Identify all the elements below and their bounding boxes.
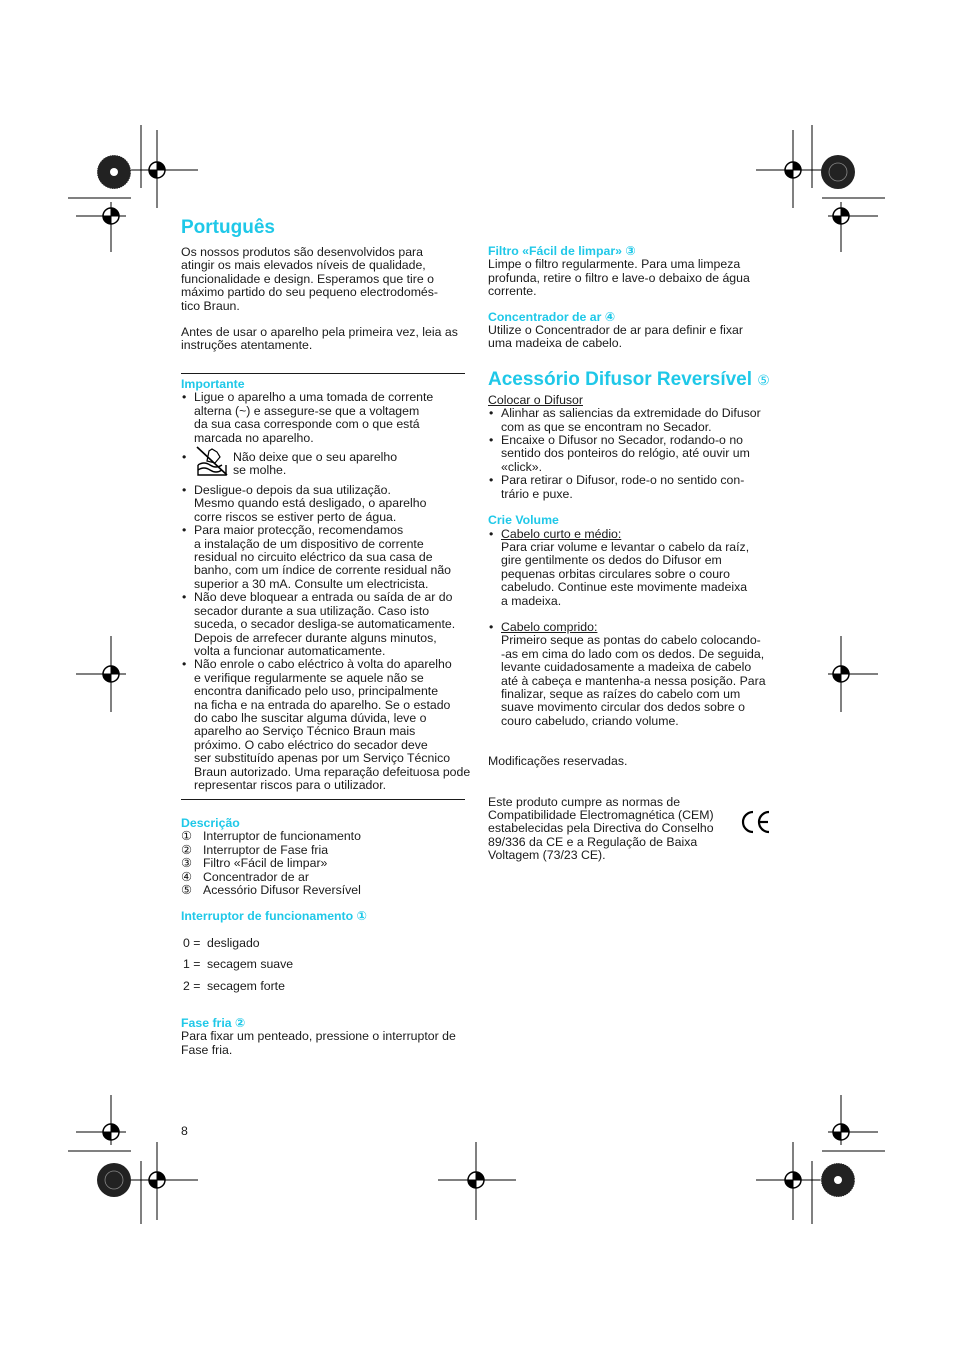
bullet: • — [182, 590, 187, 605]
text-line: até à cabeça e mantenha-a nessa posição. Para — [501, 673, 766, 688]
list-item-line: residual no circuito eléctrico da sua casa de — [194, 550, 433, 565]
text-line: corrente. — [488, 284, 537, 299]
item-number: ② — [181, 842, 193, 857]
bullet: • — [182, 390, 187, 405]
text-line: suave movimento circular dos dedos sobre o — [501, 700, 746, 715]
intro-text-2 — [181, 326, 471, 353]
text-line: instruções atentamente. — [181, 338, 313, 353]
list-item-line: Não deve bloquear a entrada ou saída de ar do — [194, 590, 453, 605]
text-line: cabeludo. Continue este movimente madeixa — [501, 580, 748, 595]
text-line: Primeiro seque as pontas do cabelo colocando- — [501, 633, 761, 648]
text-line: Utilize o Concentrador de ar para definir e fixar — [488, 323, 743, 338]
list-item-line: suceda, o secador desliga-se automaticamente. — [194, 617, 456, 632]
page-title: Português — [181, 217, 275, 238]
switch-setting — [181, 958, 471, 971]
text-line: finalizar, seque as raízes do cabelo com um — [501, 686, 741, 701]
text-line: Fase fria. — [181, 1042, 233, 1057]
description-list — [181, 830, 471, 897]
list-item-line: Encaixe o Difusor no Secador, rodando-o no — [501, 433, 743, 448]
list-item-line: Não enrole o cabo eléctrico à volta do aparelho — [194, 657, 452, 672]
list-item — [181, 391, 471, 445]
text-line: estabelecidas pela Directiva do Conselho — [488, 821, 714, 836]
list-item-line: na ficha e na entrada do aparelho. Se o estado — [194, 697, 451, 712]
text-line: Voltagem (73/23 CE). — [488, 848, 606, 863]
no-water-hand-icon — [195, 445, 229, 477]
bullet: • — [182, 450, 187, 465]
text-line: uma madeixa de cabelo. — [488, 336, 622, 351]
left-column — [181, 217, 471, 353]
short-hair-item: • Cabelo curto e médio: Para criar volume e levantar o cabelo da raíz, gire gentilmente os dedos do Difusor em pequenas orbitas circulares sobre o couro cabeludo. Continue este movimente madeixa a madeixa. — [488, 528, 788, 608]
item-label: Filtro «Fácil de limpar» — [203, 856, 328, 871]
bullet: • — [489, 473, 494, 488]
switch-setting — [181, 937, 471, 950]
text-line: máximo partido do seu pequeno electrodomés- — [181, 285, 439, 300]
description-item — [181, 857, 471, 870]
text-line: tico Braun. — [181, 298, 240, 313]
description-heading: Descrição — [181, 816, 240, 830]
list-item-line: encontra danificado pelo uso, principalmente — [194, 684, 439, 699]
important-list-2 — [181, 484, 471, 792]
bullet: • — [182, 657, 187, 672]
cool-text — [181, 1030, 471, 1057]
list-item-line: volta a funcionar automaticamente. — [194, 643, 386, 658]
list-item — [181, 658, 471, 792]
bullet: • — [182, 483, 187, 498]
concentrator-heading: Concentrador de ar ④ — [488, 309, 616, 324]
list-item — [181, 484, 471, 524]
list-item-line: com as que se encontram no Secador. — [501, 419, 712, 434]
text-line: couro cabeludo, criando volume. — [501, 713, 679, 728]
list-item-line: Depois de arrefecer durante alguns minutos, — [194, 630, 437, 645]
setting-key: 2 = — [183, 978, 201, 993]
description-section — [181, 817, 471, 1057]
section-rule-1 — [181, 373, 465, 374]
text-line: 89/336 da CE e a Regulação de Baixa — [488, 834, 698, 849]
diffuser-title-text: Acessório Difusor Reversível — [488, 368, 753, 390]
text-line: Para criar volume e levantar o cabelo da raíz, — [501, 539, 750, 554]
list-item — [488, 407, 788, 434]
list-item-line: da sua casa corresponde com o que está — [194, 417, 420, 432]
switch-settings — [181, 937, 471, 993]
list-item-line: e verifique regularmente se aquele não se — [194, 670, 424, 685]
long-hair-text — [501, 634, 788, 728]
list-item-line: ser substituído apenas por um Serviço Técnico — [194, 751, 451, 766]
list-item-line: superior a 30 mA. Consulte um electricista. — [194, 576, 429, 591]
list-item-line: próximo. O cabo eléctrico do secador deve — [194, 737, 428, 752]
description-item — [181, 830, 471, 843]
diffuser-title-number: ⑤ — [757, 371, 770, 388]
text-line: Os nossos produtos são desenvolvidos para — [181, 245, 423, 259]
list-item-line: Desligue-o depois da sua utilização. — [194, 483, 391, 498]
item-label: Interruptor de Fase fria — [203, 842, 329, 857]
list-item-line: representar riscos para o utilizador. — [194, 777, 387, 792]
list-item-line: secador durante a sua utilização. Caso isto — [194, 603, 430, 618]
volume-heading: Crie Volume — [488, 513, 559, 528]
list-item-line: Ligue o aparelho a uma tomada de corrente — [194, 390, 434, 405]
text-line: gire gentilmente os dedos do Difusor em — [501, 553, 722, 568]
text-line: a madeixa. — [501, 593, 562, 608]
filter-text — [488, 258, 788, 298]
reserved-notice: Modificações reservadas. — [488, 754, 628, 769]
list-item-line: corre riscos se estiver perto de água. — [194, 509, 397, 524]
fit-list — [488, 407, 788, 501]
long-hair-item: • Cabelo comprido: Primeiro seque as pontas do cabelo colocando- -as em cima do lado com os dedos. De seguida, levante cuidadosamente a madeixa de cabelo até à cabeça e mantenha-a nessa posição. Para finalizar, seque as raízes do cabelo com um suave movimento circular dos dedos sobre o couro cabeludo, criando volume. — [488, 621, 788, 728]
long-hair-label: Cabelo comprido: — [501, 619, 598, 634]
list-item-line: Para retirar o Difusor, rode-o no sentido con- — [501, 473, 745, 488]
short-hair-label: Cabelo curto e médio: — [501, 526, 622, 541]
bullet: • — [489, 433, 494, 448]
list-item-line: a instalação de um dispositivo de corrente — [194, 536, 424, 551]
description-item — [181, 871, 471, 884]
setting-value: secagem forte — [207, 978, 285, 993]
water-warning-text — [233, 451, 397, 478]
switch-setting — [181, 980, 471, 993]
intro-text — [181, 246, 471, 313]
ce-mark-icon — [740, 808, 772, 836]
list-item-line: trário e puxe. — [501, 486, 573, 501]
item-number: ④ — [181, 869, 193, 884]
filter-heading: Filtro «Fácil de limpar» ③ — [488, 244, 636, 258]
important-list — [181, 391, 471, 445]
important-heading: Importante — [181, 377, 245, 391]
item-number: ⑤ — [181, 883, 193, 898]
bullet: • — [182, 523, 187, 538]
list-item-line: Para maior protecção, recomendamos — [194, 523, 404, 538]
setting-value: desligado — [207, 935, 260, 950]
list-item-line: Alinhar as saliencias da extremidade do Difusor — [501, 406, 761, 421]
text-line: Este produto cumpre as normas de — [488, 794, 681, 809]
list-item-line: do cabo lhe suscitar alguma dúvida, leve o — [194, 710, 427, 725]
cool-heading: Fase fria ② — [181, 1016, 246, 1031]
important-section — [181, 378, 471, 792]
bullet: • — [489, 406, 494, 421]
water-warning-line: Não deixe que o seu aparelho — [233, 450, 398, 465]
item-label: Acessório Difusor Reversível — [203, 883, 361, 898]
item-number: ① — [181, 829, 193, 844]
list-item-line: banho, com um índice de corrente residual não — [194, 563, 452, 578]
text-line: Compatibilidade Electromagnética (CEM) — [488, 808, 714, 822]
list-item-line: aparelho ao Serviço Técnico Braun mais — [194, 724, 416, 739]
list-item-line: Braun autorizado. Uma reparação defeituosa pode — [194, 764, 471, 779]
text-line: profunda, retire o filtro e lave-o debaixo de água — [488, 270, 750, 285]
short-hair-text — [501, 541, 788, 608]
right-column — [488, 245, 788, 863]
list-item-line: Mesmo quando está desligado, o aparelho — [194, 496, 427, 511]
list-item-line: marcada no aparelho. — [194, 430, 314, 445]
section-rule-2 — [181, 799, 465, 800]
list-item — [488, 474, 788, 501]
text-line: funcionalidade e design. Esperamos que tire o — [181, 271, 434, 286]
item-label: Interruptor de funcionamento — [203, 829, 361, 844]
text-line: atingir os mais elevados níveis de qualidade, — [181, 258, 426, 273]
list-item-line: sentido dos ponteiros do relógio, até ouvir um — [501, 446, 750, 461]
text-line: levante cuidadosamente a madeixa de cabelo — [501, 660, 752, 675]
list-item-line: alterna (~) e assegure-se que a voltagem — [194, 403, 420, 418]
text-line: Para fixar um penteado, pressione o interruptor de — [181, 1029, 456, 1044]
description-item — [181, 884, 471, 897]
text-line: Limpe o filtro regularmente. Para uma limpeza — [488, 257, 741, 272]
switch-heading: Interruptor de funcionamento ① — [181, 909, 367, 924]
list-item — [181, 524, 471, 591]
item-label: Concentrador de ar — [203, 869, 309, 884]
text-line: -as em cima do lado com os dedos. De seguida, — [501, 646, 765, 661]
page-number: 8 — [181, 1124, 188, 1138]
diffuser-title — [488, 369, 788, 391]
list-item — [181, 591, 471, 658]
setting-value: secagem suave — [207, 957, 294, 972]
list-item — [488, 434, 788, 474]
text-line: pequenas orbitas circulares sobre o couro — [501, 566, 730, 581]
water-warning-line: se molhe. — [233, 463, 287, 478]
setting-key: 0 = — [183, 935, 201, 950]
item-number: ③ — [181, 856, 193, 871]
fit-label: Colocar o Difusor — [488, 392, 583, 407]
concentrator-text — [488, 324, 788, 351]
text-line: Antes de usar o aparelho pela primeira vez, leia as — [181, 325, 458, 340]
description-item — [181, 844, 471, 857]
list-item-line: «click». — [501, 459, 543, 474]
setting-key: 1 = — [183, 957, 201, 972]
